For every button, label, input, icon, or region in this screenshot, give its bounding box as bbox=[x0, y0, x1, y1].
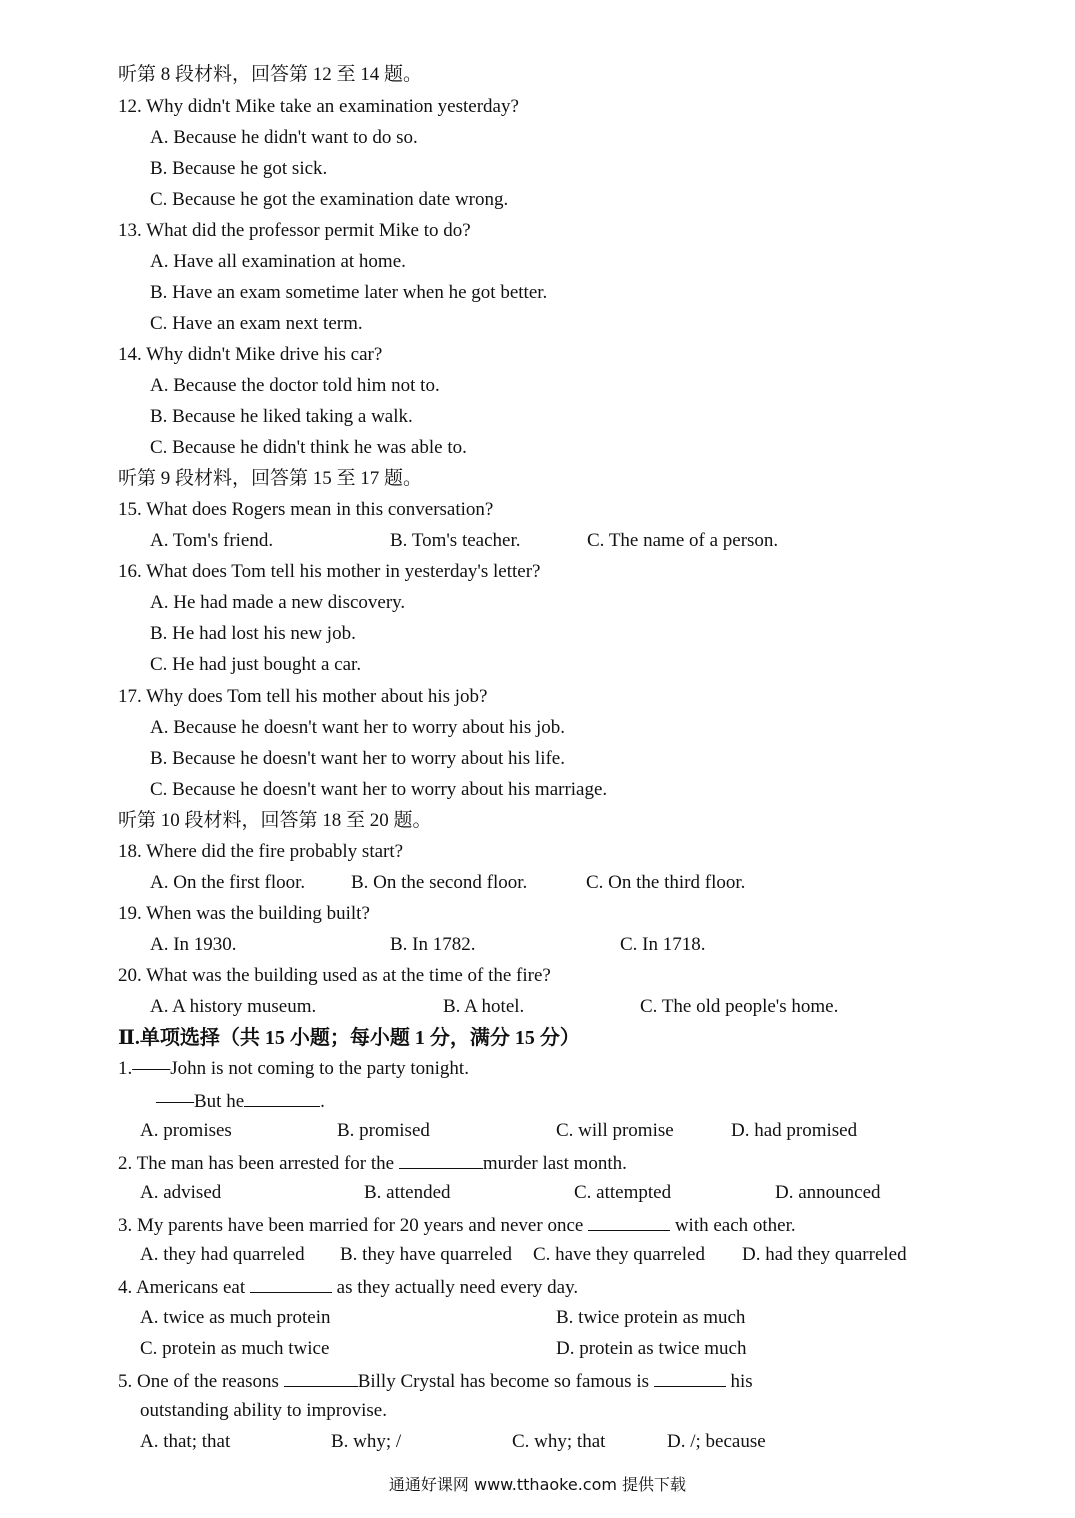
answer-blank bbox=[284, 1368, 358, 1387]
question-text: with each other. bbox=[670, 1215, 796, 1236]
question-text: Billy Crystal has become so famous is bbox=[357, 1371, 654, 1392]
question-text: 3. My parents have been married for 20 years and never once bbox=[118, 1215, 589, 1236]
option: C. Because he doesn't want her to worry about his marriage. bbox=[150, 779, 608, 800]
option: C. will promise bbox=[556, 1120, 674, 1141]
option: B. Have an exam sometime later when he got better. bbox=[150, 282, 548, 303]
option: A. that; that bbox=[140, 1431, 231, 1452]
page-footer: 通通好课网 www.tthaoke.com 提供下载 bbox=[388, 1475, 687, 1494]
option: B. He had lost his new job. bbox=[150, 623, 356, 644]
question-text: 5. One of the reasons bbox=[118, 1371, 284, 1392]
question: 15. What does Rogers mean in this conversation? bbox=[118, 499, 494, 520]
option: A. Because the doctor told him not to. bbox=[150, 375, 440, 396]
option: A. A history museum. bbox=[150, 996, 317, 1017]
option: D. protein as twice much bbox=[556, 1338, 747, 1359]
option: A. promises bbox=[140, 1120, 232, 1141]
option: C. He had just bought a car. bbox=[150, 654, 362, 675]
question bbox=[118, 1212, 796, 1238]
answer-blank bbox=[654, 1368, 726, 1387]
question bbox=[118, 1368, 753, 1394]
question bbox=[118, 1274, 578, 1300]
option: C. attempted bbox=[574, 1182, 672, 1203]
question bbox=[118, 1150, 627, 1176]
section-header: 听第 10 段材料，回答第 18 至 20 题。 bbox=[118, 810, 432, 831]
option: A. In 1930. bbox=[150, 934, 237, 955]
question: 17. Why does Tom tell his mother about his job? bbox=[118, 686, 488, 707]
question-continuation: outstanding ability to improvise. bbox=[140, 1400, 387, 1421]
question: 20. What was the building used as at the time of the fire? bbox=[118, 965, 551, 986]
option: B. attended bbox=[364, 1182, 451, 1203]
option: C. In 1718. bbox=[620, 934, 706, 955]
option: B. Because he got sick. bbox=[150, 158, 328, 179]
option: B. On the second floor. bbox=[351, 872, 528, 893]
question-continuation bbox=[156, 1088, 325, 1114]
question-text: murder last month. bbox=[482, 1153, 627, 1174]
answer-blank bbox=[588, 1212, 670, 1231]
option: A. He had made a new discovery. bbox=[150, 592, 406, 613]
option: C. Have an exam next term. bbox=[150, 313, 363, 334]
option: D. announced bbox=[775, 1182, 881, 1203]
option: A. advised bbox=[140, 1182, 222, 1203]
option: B. Because he liked taking a walk. bbox=[150, 406, 413, 427]
section-header: 听第 9 段材料，回答第 15 至 17 题。 bbox=[118, 468, 423, 489]
question: 19. When was the building built? bbox=[118, 903, 370, 924]
option: C. why; that bbox=[512, 1431, 606, 1452]
section-header: 听第 8 段材料，回答第 12 至 14 题。 bbox=[118, 64, 423, 85]
question: 12. Why didn't Mike take an examination yesterday? bbox=[118, 96, 519, 117]
answer-blank bbox=[244, 1088, 320, 1107]
question: 16. What does Tom tell his mother in yesterday's letter? bbox=[118, 561, 541, 582]
option: C. Because he didn't think he was able to. bbox=[150, 437, 467, 458]
answer-blank bbox=[399, 1150, 483, 1169]
option: C. On the third floor. bbox=[586, 872, 746, 893]
option: B. Because he doesn't want her to worry about his life. bbox=[150, 748, 565, 769]
option: B. A hotel. bbox=[443, 996, 525, 1017]
question-text: his bbox=[725, 1371, 753, 1392]
option: D. had they quarreled bbox=[742, 1244, 907, 1265]
option: A. Because he doesn't want her to worry about his job. bbox=[150, 717, 565, 738]
question-text: 4. Americans eat bbox=[118, 1277, 250, 1298]
question: 1.——John is not coming to the party tonight. bbox=[118, 1058, 469, 1079]
option: B. promised bbox=[337, 1120, 430, 1141]
option: C. The name of a person. bbox=[587, 530, 779, 551]
option: A. twice as much protein bbox=[140, 1307, 331, 1328]
question-text: ——But he bbox=[156, 1091, 245, 1112]
option: B. they have quarreled bbox=[340, 1244, 512, 1265]
question: 13. What did the professor permit Mike to do? bbox=[118, 220, 471, 241]
option: D. had promised bbox=[731, 1120, 858, 1141]
question-text: . bbox=[320, 1091, 325, 1112]
option: B. twice protein as much bbox=[556, 1307, 746, 1328]
option: A. Tom's friend. bbox=[150, 530, 274, 551]
section-title: Ⅱ.单项选择（共 15 小题；每小题 1 分，满分 15 分） bbox=[118, 1027, 580, 1049]
option: A. Because he didn't want to do so. bbox=[150, 127, 418, 148]
option: C. The old people's home. bbox=[640, 996, 839, 1017]
option: C. Because he got the examination date wrong. bbox=[150, 189, 509, 210]
option: A. Have all examination at home. bbox=[150, 251, 406, 272]
option: A. On the first floor. bbox=[150, 872, 306, 893]
option: B. Tom's teacher. bbox=[390, 530, 521, 551]
option: D. /; because bbox=[667, 1431, 766, 1452]
question: 14. Why didn't Mike drive his car? bbox=[118, 344, 383, 365]
option: A. they had quarreled bbox=[140, 1244, 305, 1265]
option: B. In 1782. bbox=[390, 934, 476, 955]
option: C. have they quarreled bbox=[533, 1244, 705, 1265]
question-text: as they actually need every day. bbox=[331, 1277, 579, 1298]
option: B. why; / bbox=[331, 1431, 402, 1452]
option: C. protein as much twice bbox=[140, 1338, 330, 1359]
question: 18. Where did the fire probably start? bbox=[118, 841, 404, 862]
question-text: 2. The man has been arrested for the bbox=[118, 1153, 399, 1174]
answer-blank bbox=[250, 1274, 332, 1293]
